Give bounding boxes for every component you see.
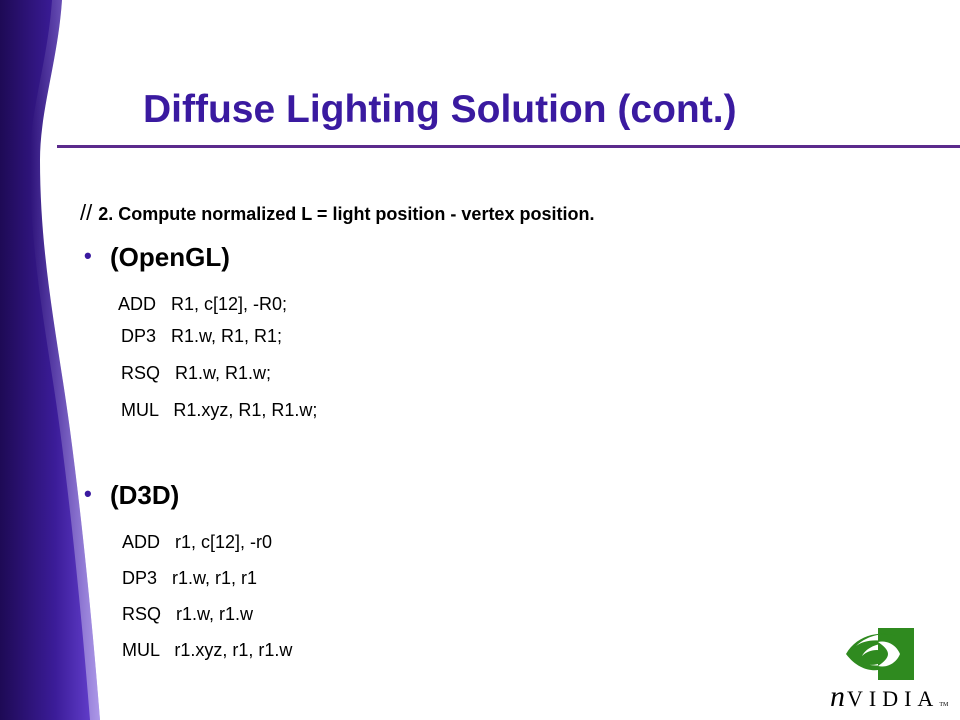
code-line: MUL R1.xyz, R1, R1.w; xyxy=(121,400,318,420)
bullet-label: (OpenGL) xyxy=(110,242,230,272)
code-line: ADD R1, c[12], -R0; xyxy=(118,294,288,314)
code-line: RSQ R1.w, R1.w; xyxy=(121,363,272,383)
wordmark-rest: VIDIA xyxy=(847,686,940,711)
bullet-opengl xyxy=(84,242,230,273)
bullet-icon: • xyxy=(84,481,92,506)
nvidia-eye-icon xyxy=(844,628,914,680)
bullet-d3d xyxy=(84,480,179,511)
code-line: DP3 r1.w, r1, r1 xyxy=(122,568,258,588)
code-line: MUL r1.xyz, r1, r1.w xyxy=(122,640,293,660)
bullet-label: (D3D) xyxy=(110,480,180,510)
bullet-icon: • xyxy=(84,243,92,268)
code-line: DP3 R1.w, R1, R1; xyxy=(121,326,283,346)
slide-title: Diffuse Lighting Solution (cont.) xyxy=(143,88,737,131)
subtitle-text: 2. Compute normalized L = light position - vertex position. xyxy=(98,204,595,224)
code-line: ADD r1, c[12], -r0 xyxy=(122,532,273,552)
nvidia-logo xyxy=(830,620,950,720)
left-decorative-band xyxy=(0,0,120,720)
code-line: RSQ r1.w, r1.w xyxy=(122,604,254,624)
nvidia-wordmark xyxy=(830,680,948,714)
comment-prefix: // xyxy=(80,200,93,225)
title-divider xyxy=(57,145,960,148)
wordmark-n: n xyxy=(830,680,847,713)
slide-subtitle xyxy=(80,200,594,226)
trademark-mark: TM xyxy=(939,702,949,708)
